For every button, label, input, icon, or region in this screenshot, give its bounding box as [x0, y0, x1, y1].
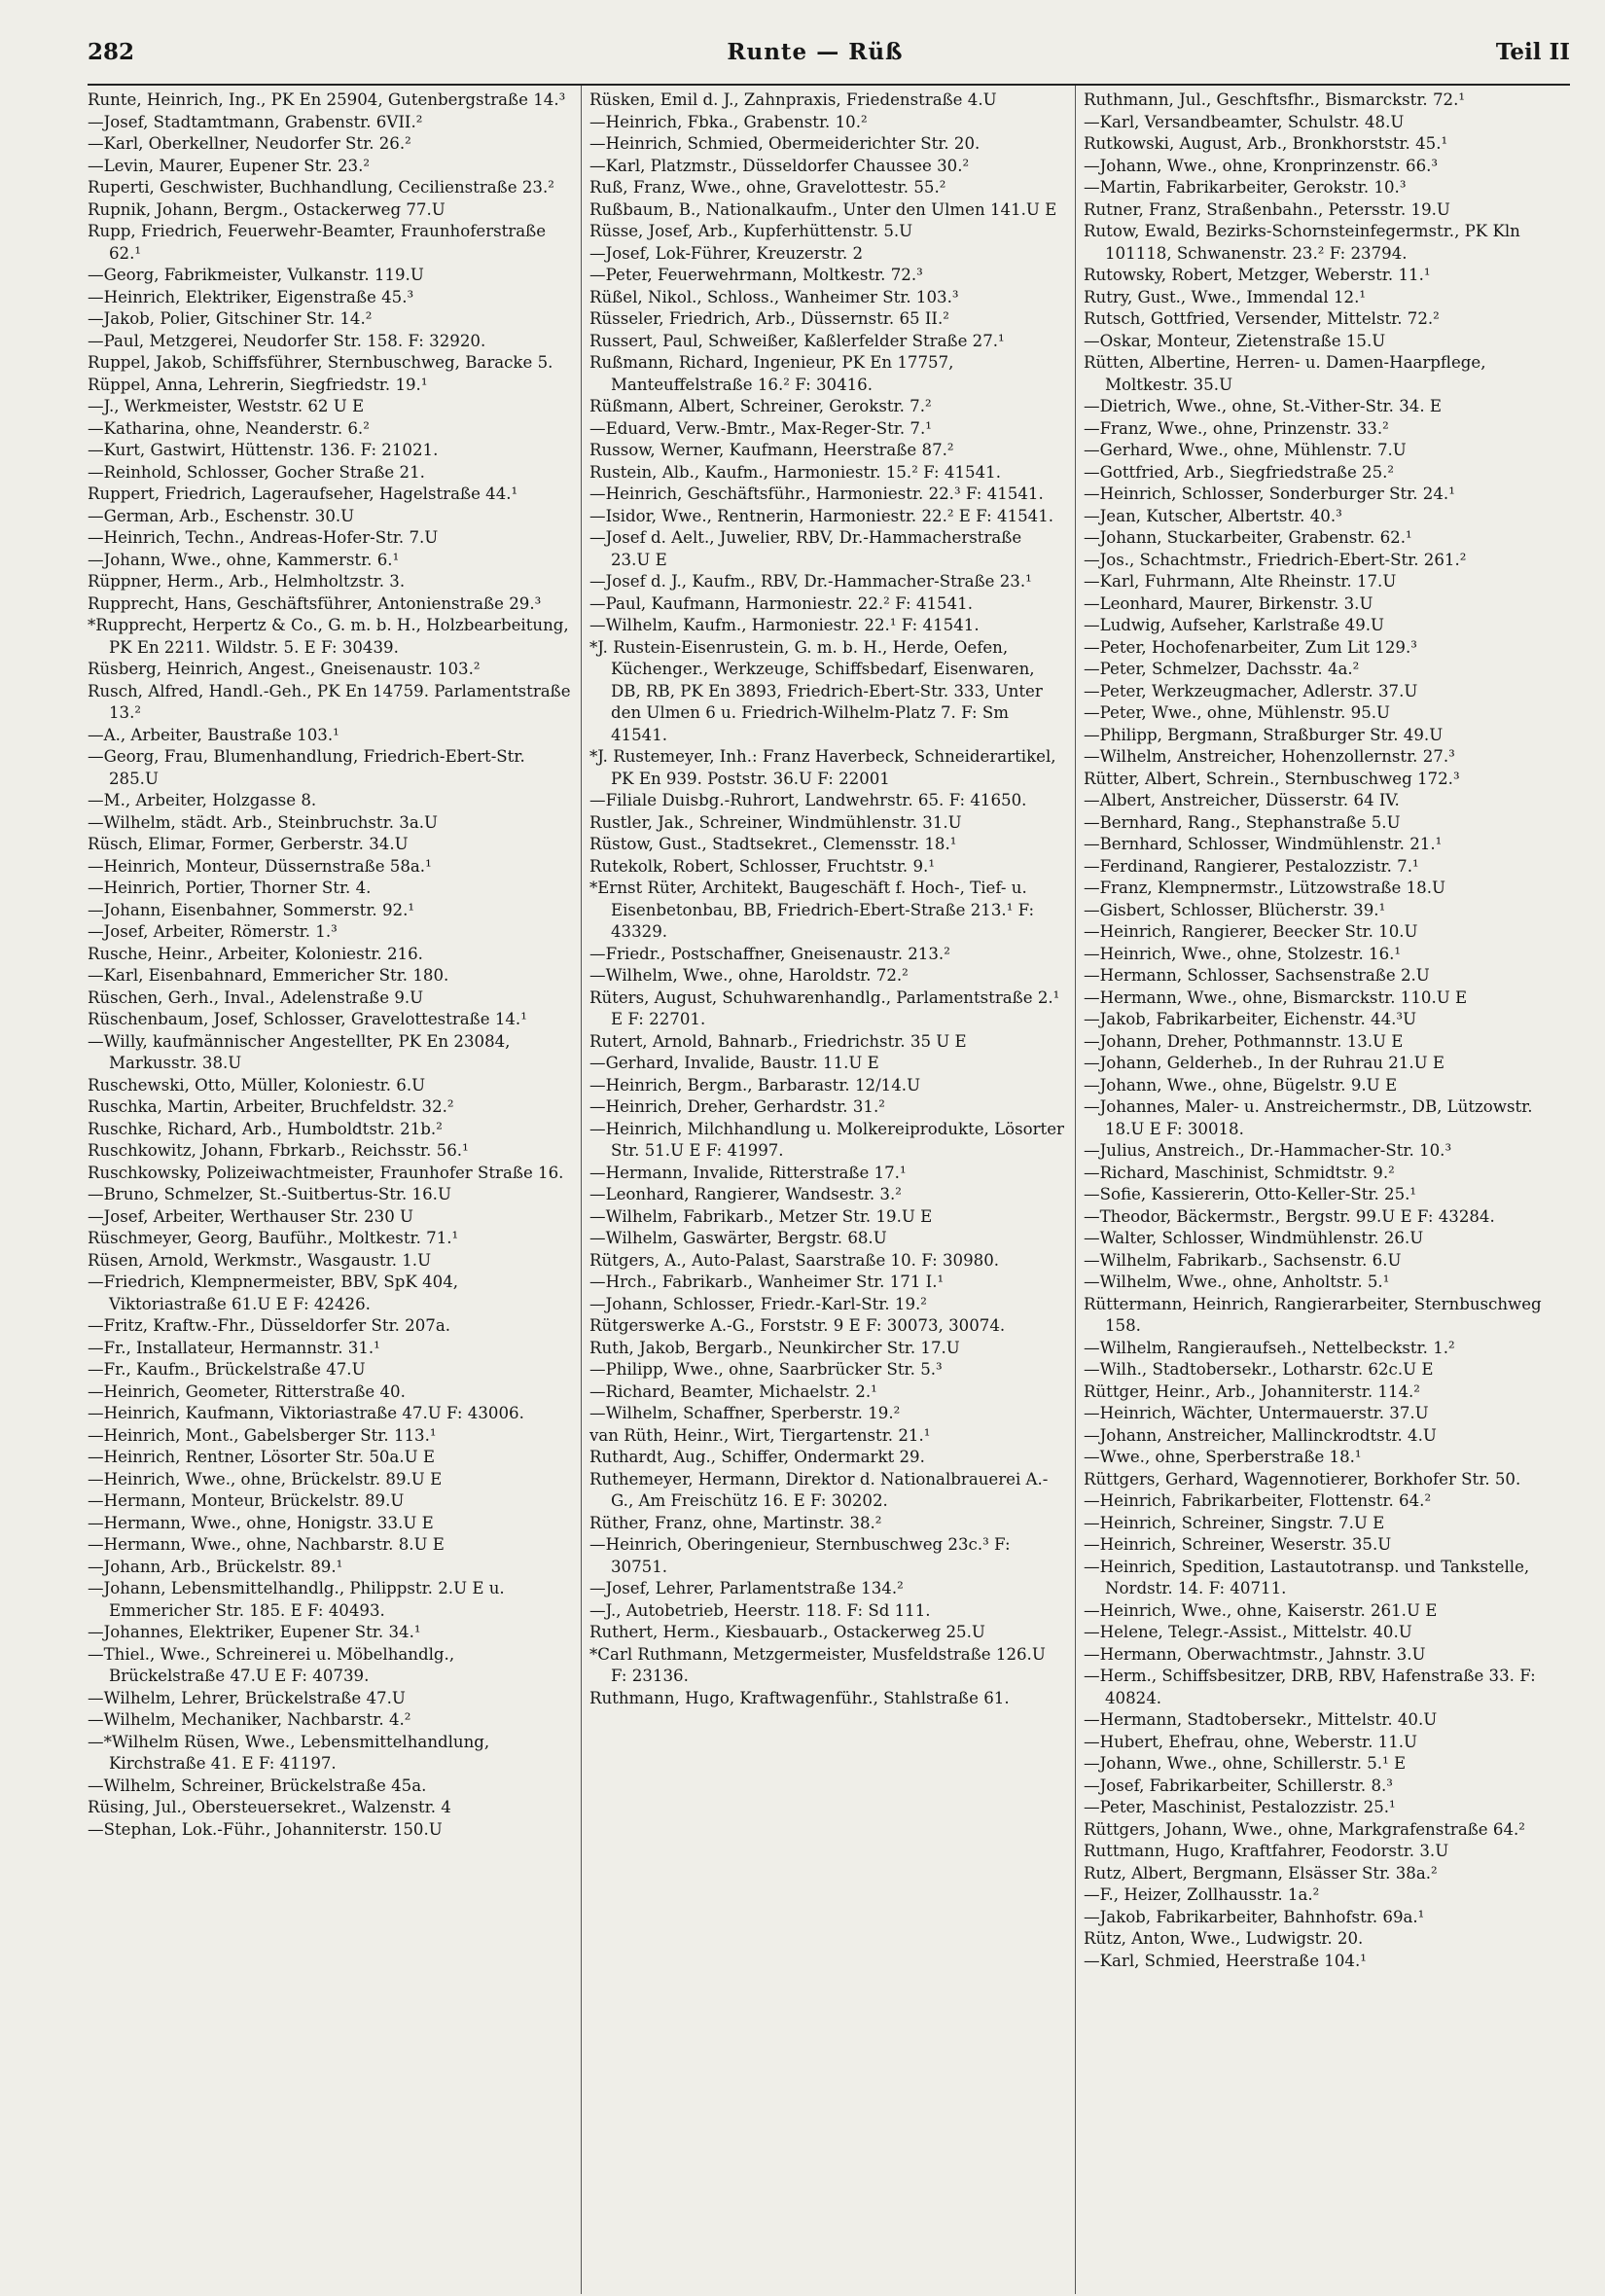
directory-entry: Ruthmann, Jul., Geschftsfhr., Bismarckstr. 72.¹ — [1084, 90, 1466, 109]
directory-entry: —Bruno, Schmelzer, St.-Suitbertus-Str. 16.U — [88, 1185, 451, 1203]
directory-entry: —Heinrich, Techn., Andreas-Hofer-Str. 7.U — [88, 528, 439, 547]
directory-entry: —Karl, Eisenbahnard, Emmericher Str. 180. — [88, 966, 449, 985]
directory-entry: —Wwe., ohne, Sperberstraße 18.¹ — [1084, 1448, 1362, 1466]
directory-entry: —Eduard, Verw.-Bmtr., Max-Reger-Str. 7.¹ — [589, 418, 932, 438]
directory-entry: —German, Arb., Eschenstr. 30.U — [88, 506, 355, 525]
directory-entry: —Josef, Arbeiter, Werthauser Str. 230 U — [88, 1206, 414, 1226]
directory-entry: —Johannes, Elektriker, Eupener Str. 34.¹ — [88, 1623, 421, 1641]
directory-entry: *Ernst Rüter, Architekt, Baugeschäft f. Hoch-, Tief- u. Eisenbetonbau, BB, Friedrich-Ebert-Straße 213.¹ F: 43329. — [589, 879, 1035, 941]
directory-entry: Rutkowski, August, Arb., Bronkhorststr. 45.¹ — [1084, 134, 1448, 153]
directory-entry: —Josef, Lehrer, Parlamentstraße 134.² — [589, 1579, 904, 1597]
directory-entry: —Peter, Maschinist, Pestalozzistr. 25.¹ — [1084, 1798, 1396, 1816]
directory-entry: —Josef d. J., Kaufm., RBV, Dr.-Hammacher-Straße 23.¹ — [589, 572, 1032, 591]
directory-entry: —Heinrich, Dreher, Gerhardstr. 31.² — [589, 1097, 885, 1116]
directory-entry: —Martin, Fabrikarbeiter, Gerokstr. 10.³ — [1084, 178, 1407, 197]
directory-entry: Ruschewski, Otto, Müller, Koloniestr. 6.U — [88, 1075, 426, 1094]
directory-entry: Rüters, August, Schuhwarenhandlg., Parlamentstraße 2.¹ E F: 22701. — [589, 987, 1060, 1028]
directory-entry: Rütter, Albert, Schrein., Sternbuschweg 172.³ — [1084, 769, 1460, 788]
directory-entry: —Gerhard, Invalide, Baustr. 11.U E — [589, 1054, 879, 1072]
directory-entry: —*Wilhelm Rüsen, Wwe., Lebensmittelhandlung, Kirchstraße 41. E F: 41197. — [88, 1732, 490, 1773]
directory-entry: —Peter, Hochofenarbeiter, Zum Lit 129.³ — [1084, 637, 1417, 657]
directory-entry: Rüsse, Josef, Arb., Kupferhüttenstr. 5.U — [589, 222, 913, 240]
directory-entry: —Dietrich, Wwe., ohne, St.-Vither-Str. 34. E — [1084, 397, 1442, 415]
directory-entry: Rüschen, Gerh., Inval., Adelenstraße 9.U — [88, 987, 424, 1007]
directory-entry: —Karl, Oberkellner, Neudorfer Str. 26.² — [88, 134, 411, 153]
directory-entry: —Wilhelm, Mechaniker, Nachbarstr. 4.² — [88, 1710, 411, 1729]
directory-entry: Rupnik, Johann, Bergm., Ostackerweg 77.U — [88, 199, 446, 219]
directory-entry: —Katharina, ohne, Neanderstr. 6.² — [88, 418, 370, 438]
directory-entry: —Fr., Kaufm., Brückelstraße 47.U — [88, 1360, 366, 1379]
column-3 — [1076, 86, 1570, 2294]
directory-entry: Ruth, Jakob, Bergarb., Neunkircher Str. 17.U — [589, 1338, 960, 1357]
directory-entry: Ruttmann, Hugo, Kraftfahrer, Feodorstr. 3.U — [1084, 1842, 1449, 1860]
directory-entry: —Richard, Beamter, Michaelstr. 2.¹ — [589, 1381, 877, 1401]
directory-entry: Rutsch, Gottfried, Versender, Mittelstr. 72.² — [1084, 309, 1440, 328]
directory-entry: —Franz, Wwe., ohne, Prinzenstr. 33.² — [1084, 418, 1389, 438]
directory-entry: —Hermann, Wwe., ohne, Bismarckstr. 110.U E — [1084, 987, 1468, 1007]
directory-entry: —Hermann, Schlosser, Sachsenstraße 2.U — [1084, 966, 1430, 985]
directory-entry: Ruschke, Richard, Arb., Humboldtstr. 21b.² — [88, 1119, 443, 1138]
directory-entry: Rutow, Ewald, Bezirks-Schornsteinfegermstr., PK Kln 101118, Schwanenstr. 23.² F: 23794. — [1084, 222, 1520, 263]
directory-entry: Ruppel, Jakob, Schiffsführer, Sternbuschweg, Baracke 5. — [88, 353, 553, 372]
directory-entry: Rustein, Alb., Kaufm., Harmoniestr. 15.² F: 41541. — [589, 462, 1001, 482]
directory-entry: Rüttermann, Heinrich, Rangierarbeiter, Sternbuschweg 158. — [1084, 1294, 1542, 1335]
directory-entry: Rusch, Alfred, Handl.-Geh., PK En 14759. Parlamentstraße 13.² — [88, 681, 571, 722]
directory-entry: —Oskar, Monteur, Zietenstraße 15.U — [1084, 331, 1386, 350]
directory-entry: Rüttgers, Johann, Wwe., ohne, Markgrafenstraße 64.² — [1084, 1819, 1525, 1839]
column-1 — [88, 86, 582, 2294]
directory-entry: Rüßel, Nikol., Schloss., Wanheimer Str. 103.³ — [589, 287, 959, 306]
directory-entry: —Hubert, Ehefrau, ohne, Weberstr. 11.U — [1084, 1732, 1418, 1751]
directory-entry: Ruthert, Herm., Kiesbauarb., Ostackerweg 25.U — [589, 1623, 985, 1641]
directory-entry: —Paul, Metzgerei, Neudorfer Str. 158. F: 32920. — [88, 331, 486, 350]
directory-entry: Russow, Werner, Kaufmann, Heerstraße 87.² — [589, 441, 954, 459]
directory-entry: —Paul, Kaufmann, Harmoniestr. 22.² F: 41541. — [589, 593, 973, 613]
directory-entry: —Peter, Feuerwehrmann, Moltkestr. 72.³ — [589, 266, 923, 284]
directory-entry: —Wilh., Stadtobersekr., Lotharstr. 62c.U E — [1084, 1360, 1434, 1379]
directory-entry: Rupp, Friedrich, Feuerwehr-Beamter, Fraunhoferstraße 62.¹ — [88, 222, 547, 263]
directory-entry: —Karl, Schmied, Heerstraße 104.¹ — [1084, 1951, 1367, 1970]
directory-entry: —Johann, Wwe., ohne, Kronprinzenstr. 66.³ — [1084, 156, 1439, 175]
directory-entry: —Hermann, Monteur, Brückelstr. 89.U — [88, 1491, 405, 1510]
directory-entry: —Jakob, Polier, Gitschiner Str. 14.² — [88, 309, 373, 328]
directory-entry: —Heinrich, Monteur, Düssernstraße 58a.¹ — [88, 856, 432, 876]
directory-entry: —Josef, Stadtamtmann, Grabenstr. 6VII.² — [88, 112, 423, 131]
directory-entry: Rüsing, Jul., Obersteuersekret., Walzenstr. 4 — [88, 1798, 451, 1816]
directory-entry: —Gisbert, Schlosser, Blücherstr. 39.¹ — [1084, 900, 1386, 919]
directory-entry: —Thiel., Wwe., Schreinerei u. Möbelhandlg., Brückelstraße 47.U E F: 40739. — [88, 1644, 455, 1685]
directory-entry: —Gottfried, Arb., Siegfriedstraße 25.² — [1084, 462, 1395, 482]
directory-entry: —Heinrich, Fbka., Grabenstr. 10.² — [589, 112, 868, 131]
directory-entry: —Wilhelm, Wwe., ohne, Anholtstr. 5.¹ — [1084, 1273, 1390, 1291]
directory-entry: —Wilhelm, Schaffner, Sperberstr. 19.² — [589, 1404, 901, 1422]
directory-entry: —J., Autobetrieb, Heerstr. 118. F: Sd 111. — [589, 1600, 931, 1620]
directory-entry: —Philipp, Bergmann, Straßburger Str. 49.U — [1084, 725, 1444, 744]
directory-entry: —F., Heizer, Zollhausstr. 1a.² — [1084, 1885, 1320, 1904]
directory-entry: —Peter, Schmelzer, Dachsstr. 4a.² — [1084, 660, 1360, 678]
directory-entry: Rutekolk, Robert, Schlosser, Fruchtstr. 9.¹ — [589, 856, 935, 876]
directory-entry: —Heinrich, Geometer, Ritterstraße 40. — [88, 1381, 406, 1401]
directory-entry: —Wilhelm, Anstreicher, Hohenzollernstr. 27.³ — [1084, 747, 1455, 766]
directory-entry: —Wilhelm, Schreiner, Brückelstraße 45a. — [88, 1776, 427, 1795]
directory-entry: —J., Werkmeister, Weststr. 62 U E — [88, 397, 365, 415]
directory-entry: —Johann, Eisenbahner, Sommerstr. 92.¹ — [88, 900, 415, 919]
directory-entry: —Hermann, Oberwachtmstr., Jahnstr. 3.U — [1084, 1644, 1426, 1664]
directory-entry: —Johann, Lebensmittelhandlg., Philippstr. 2.U E u. Emmericher Str. 185. E F: 40493. — [88, 1579, 505, 1620]
directory-entry: —Heinrich, Oberingenieur, Sternbuschweg 23c.³ F: 30751. — [589, 1535, 1011, 1576]
directory-entry: Rütgers, A., Auto-Palast, Saarstraße 10. F: 30980. — [589, 1250, 1000, 1270]
directory-entry: —Heinrich, Geschäftsführ., Harmoniestr. 22.³ F: 41541. — [589, 484, 1044, 503]
directory-entry: —Johann, Wwe., ohne, Schillerstr. 5.¹ E — [1084, 1754, 1407, 1773]
directory-entry: Rustler, Jak., Schreiner, Windmühlenstr. 31.U — [589, 812, 962, 832]
directory-entry: —Karl, Platzmstr., Düsseldorfer Chaussee 30.² — [589, 156, 970, 175]
directory-entry: —Wilhelm, Kaufm., Harmoniestr. 22.¹ F: 41541. — [589, 616, 980, 634]
directory-entry: —Josef, Fabrikarbeiter, Schillerstr. 8.³ — [1084, 1776, 1393, 1795]
directory-entry: —Peter, Werkzeugmacher, Adlerstr. 37.U — [1084, 681, 1418, 700]
directory-entry: —Willy, kaufmännischer Angestellter, PK En 23084, Markusstr. 38.U — [88, 1031, 511, 1072]
directory-entry: Ruß, Franz, Wwe., ohne, Gravelottestr. 55.² — [589, 178, 946, 197]
directory-entry: Russert, Paul, Schweißer, Kaßlerfelder Straße 27.¹ — [589, 331, 1005, 350]
directory-entry: Rüßmann, Albert, Schreiner, Gerokstr. 7.² — [589, 397, 932, 415]
directory-entry: —Heinrich, Portier, Thorner Str. 4. — [88, 879, 372, 897]
directory-entry: Rüsberg, Heinrich, Angest., Gneisenaustr. 103.² — [88, 660, 481, 678]
directory-entry: —Helene, Telegr.-Assist., Mittelstr. 40.U — [1084, 1623, 1412, 1641]
directory-entry: —A., Arbeiter, Baustraße 103.¹ — [88, 725, 339, 744]
directory-entry: —Jakob, Fabrikarbeiter, Eichenstr. 44.³U — [1084, 1010, 1417, 1028]
directory-entry: Rüsen, Arnold, Werkmstr., Wasgaustr. 1.U — [88, 1250, 432, 1270]
page-number: 282 — [88, 39, 135, 65]
directory-entry: —Peter, Wwe., ohne, Mühlenstr. 95.U — [1084, 703, 1391, 722]
directory-entry: —Josef, Lok-Führer, Kreuzerstr. 2 — [589, 243, 864, 263]
directory-entry: —Franz, Klempnermstr., Lützowstraße 18.U — [1084, 879, 1445, 897]
directory-entry: —Heinrich, Milchhandlung u. Molkereiprodukte, Lösorter Str. 51.U E F: 41997. — [589, 1119, 1064, 1160]
directory-entry: —Jakob, Fabrikarbeiter, Bahnhofstr. 69a.¹ — [1084, 1907, 1425, 1926]
directory-entry: —Stephan, Lok.-Führ., Johanniterstr. 150.U — [88, 1819, 443, 1839]
directory-entry: —Georg, Fabrikmeister, Vulkanstr. 119.U — [88, 266, 424, 284]
directory-entry: —Fritz, Kraftw.-Fhr., Düsseldorfer Str. 207a. — [88, 1316, 450, 1335]
directory-entry: —Wilhelm, Fabrikarb., Sachsenstr. 6.U — [1084, 1250, 1402, 1270]
directory-entry: —Wilhelm, Lehrer, Brückelstraße 47.U — [88, 1688, 406, 1707]
directory-entry: —Julius, Anstreich., Dr.-Hammacher-Str. 10.³ — [1084, 1141, 1452, 1160]
directory-entry: Rußmann, Richard, Ingenieur, PK En 17757, Manteuffelstraße 16.² F: 30416. — [589, 353, 954, 394]
directory-entry: —Hermann, Wwe., ohne, Nachbarstr. 8.U E — [88, 1535, 445, 1554]
directory-entry: Ruperti, Geschwister, Buchhandlung, Cecilienstraße 23.² — [88, 178, 554, 197]
directory-entry: —Heinrich, Fabrikarbeiter, Flottenstr. 64.² — [1084, 1491, 1432, 1510]
directory-entry: —Ferdinand, Rangierer, Pestalozzistr. 7.¹ — [1084, 856, 1419, 876]
directory-entry: —Bernhard, Rang., Stephanstraße 5.U — [1084, 812, 1401, 832]
directory-entry: Ruschkowsky, Polizeiwachtmeister, Fraunhofer Straße 16. — [88, 1163, 564, 1182]
directory-entry: —Jean, Kutscher, Albertstr. 40.³ — [1084, 506, 1342, 525]
directory-entry: —Heinrich, Rangierer, Beecker Str. 10.U — [1084, 922, 1418, 941]
directory-entry: —Johannes, Maler- u. Anstreichermstr., DB, Lützowstr. 18.U E F: 30018. — [1084, 1097, 1533, 1138]
directory-entry: —Heinrich, Bergm., Barbarastr. 12/14.U — [589, 1075, 921, 1094]
page-title: Runte — Rüß — [727, 39, 904, 65]
page-header — [88, 39, 1570, 86]
directory-entry: —Philipp, Wwe., ohne, Saarbrücker Str. 5.³ — [589, 1360, 943, 1379]
directory-entry: Rusche, Heinr., Arbeiter, Koloniestr. 216. — [88, 944, 423, 963]
directory-entry: —Walter, Schlosser, Windmühlenstr. 26.U — [1084, 1229, 1424, 1247]
directory-entry: —Heinrich, Wwe., ohne, Kaiserstr. 261.U E — [1084, 1600, 1438, 1620]
directory-entry: —Leonhard, Rangierer, Wandsestr. 3.² — [589, 1185, 902, 1203]
directory-entry: —Georg, Frau, Blumenhandlung, Friedrich-Ebert-Str. 285.U — [88, 747, 525, 788]
directory-entry: Rüschenbaum, Josef, Schlosser, Gravelottestraße 14.¹ — [88, 1010, 527, 1028]
directory-entry: —Wilhelm, Gaswärter, Bergstr. 68.U — [589, 1229, 887, 1247]
directory-entry: —Karl, Fuhrmann, Alte Rheinstr. 17.U — [1084, 572, 1397, 591]
column-2 — [582, 86, 1076, 2294]
directory-entry: —Hermann, Invalide, Ritterstraße 17.¹ — [589, 1163, 907, 1182]
directory-entry: —Johann, Gelderheb., In der Ruhrau 21.U E — [1084, 1054, 1445, 1072]
directory-entry: —Johann, Wwe., ohne, Kammerstr. 6.¹ — [88, 550, 400, 569]
directory-entry: —Ludwig, Aufseher, Karlstraße 49.U — [1084, 616, 1385, 634]
directory-entry: —Josef d. Aelt., Juwelier, RBV, Dr.-Hammacherstraße 23.U E — [589, 528, 1022, 569]
directory-entry: —Friedrich, Klempnermeister, BBV, SpK 404, Viktoriastraße 61.U E F: 42426. — [88, 1273, 459, 1313]
directory-entry: —Jos., Schachtmstr., Friedrich-Ebert-Str. 261.² — [1084, 550, 1467, 569]
directory-entry: Rüttgers, Gerhard, Wagennotierer, Borkhofer Str. 50. — [1084, 1469, 1521, 1489]
directory-entry: —Johann, Anstreicher, Mallinckrodtstr. 4.U — [1084, 1425, 1437, 1445]
directory-entry: *Rupprecht, Herpertz & Co., G. m. b. H., Holzbearbeitung, PK En 2211. Wildstr. 5. E F: 30439. — [88, 616, 569, 657]
directory-entry: Rutry, Gust., Wwe., Immendal 12.¹ — [1084, 287, 1367, 306]
directory-entry: —Johann, Arb., Brückelstr. 89.¹ — [88, 1557, 343, 1576]
directory-entry: Ruthemeyer, Hermann, Direktor d. Nationalbrauerei A.-G., Am Freischütz 16. E F: 30202. — [589, 1469, 1049, 1510]
directory-entry: —Theodor, Bäckermstr., Bergstr. 99.U E F: 43284. — [1084, 1206, 1495, 1226]
directory-entry: —Josef, Arbeiter, Römerstr. 1.³ — [88, 922, 338, 941]
directory-entry: —Filiale Duisbg.-Ruhrort, Landwehrstr. 65. F: 41650. — [589, 791, 1027, 809]
directory-entry: —Heinrich, Wächter, Untermauerstr. 37.U — [1084, 1404, 1429, 1422]
directory-entry: —Sofie, Kassiererin, Otto-Keller-Str. 25.¹ — [1084, 1185, 1417, 1203]
directory-entry: —Hrch., Fabrikarb., Wanheimer Str. 171 I.¹ — [589, 1273, 945, 1291]
directory-entry: —M., Arbeiter, Holzgasse 8. — [88, 791, 317, 809]
directory-entry: Rupprecht, Hans, Geschäftsführer, Antonienstraße 29.³ — [88, 593, 542, 613]
page-part: Teil II — [1495, 39, 1570, 65]
directory-entry: —Wilhelm, Rangieraufseh., Nettelbeckstr. 1.² — [1084, 1338, 1455, 1357]
directory-entry: Runte, Heinrich, Ing., PK En 25904, Gutenbergstraße 14.³ — [88, 90, 566, 109]
directory-entry: Rütgerswerke A.-G., Forststr. 9 E F: 30073, 30074. — [589, 1316, 1006, 1335]
directory-entry: Rutz, Albert, Bergmann, Elsässer Str. 38a.² — [1084, 1863, 1438, 1883]
directory-entry: —Heinrich, Spedition, Lastautotransp. und Tankstelle, Nordstr. 14. F: 40711. — [1084, 1557, 1530, 1597]
directory-entry: —Hermann, Stadtobersekr., Mittelstr. 40.U — [1084, 1710, 1438, 1729]
directory-entry: Ruppert, Friedrich, Lageraufseher, Hagelstraße 44.¹ — [88, 484, 518, 503]
directory-entry: —Heinrich, Schreiner, Singstr. 7.U E — [1084, 1513, 1385, 1532]
directory-entry: van Rüth, Heinr., Wirt, Tiergartenstr. 21.¹ — [589, 1425, 931, 1445]
directory-entry: —Bernhard, Schlosser, Windmühlenstr. 21.¹ — [1084, 835, 1443, 853]
directory-entry: —Heinrich, Rentner, Lösorter Str. 50a.U E — [88, 1448, 435, 1466]
directory-entry: —Gerhard, Wwe., ohne, Mühlenstr. 7.U — [1084, 441, 1407, 459]
directory-entry: Rüsch, Elimar, Former, Gerberstr. 34.U — [88, 835, 409, 853]
directory-entry: Rüstow, Gust., Stadtsekret., Clemensstr. 18.¹ — [589, 835, 957, 853]
directory-entry: Rütz, Anton, Wwe., Ludwigstr. 20. — [1084, 1929, 1364, 1948]
directory-entry: —Isidor, Wwe., Rentnerin, Harmoniestr. 22.² E F: 41541. — [589, 506, 1054, 525]
directory-entry: —Heinrich, Schmied, Obermeiderichter Str. 20. — [589, 134, 981, 153]
directory-entry: —Johann, Schlosser, Friedr.-Karl-Str. 19.² — [589, 1294, 927, 1313]
directory-entry: —Hermann, Wwe., ohne, Honigstr. 33.U E — [88, 1513, 434, 1532]
directory-entry: Rüschmeyer, Georg, Bauführ., Moltkestr. 71.¹ — [88, 1229, 459, 1247]
directory-entry: —Richard, Maschinist, Schmidtstr. 9.² — [1084, 1163, 1395, 1182]
directory-entry: Rüppel, Anna, Lehrerin, Siegfriedstr. 19.¹ — [88, 375, 428, 394]
directory-entry: —Wilhelm, städt. Arb., Steinbruchstr. 3a.U — [88, 812, 438, 832]
directory-entry: —Levin, Maurer, Eupener Str. 23.² — [88, 156, 371, 175]
directory-entry: Ruschkowitz, Johann, Fbrkarb., Reichsstr. 56.¹ — [88, 1141, 469, 1160]
directory-entry: Rüttger, Heinr., Arb., Johanniterstr. 114.² — [1084, 1381, 1420, 1401]
directory-entry: Rütten, Albertine, Herren- u. Damen-Haarpflege, Moltkestr. 35.U — [1084, 353, 1486, 394]
directory-entry: —Friedr., Postschaffner, Gneisenaustr. 213.² — [589, 944, 950, 963]
directory-entry: —Fr., Installateur, Hermannstr. 31.¹ — [88, 1338, 380, 1357]
directory-entry: —Reinhold, Schlosser, Gocher Straße 21. — [88, 462, 425, 482]
directory-entry: Rutowsky, Robert, Metzger, Weberstr. 11.¹ — [1084, 266, 1431, 284]
directory-entry: Ruschka, Martin, Arbeiter, Bruchfeldstr. 32.² — [88, 1097, 454, 1116]
directory-entry: Rüsken, Emil d. J., Zahnpraxis, Friedenstraße 4.U — [589, 90, 997, 109]
directory-entry: —Kurt, Gastwirt, Hüttenstr. 136. F: 21021. — [88, 441, 439, 459]
directory-entry: —Heinrich, Mont., Gabelsberger Str. 113.¹ — [88, 1425, 437, 1445]
directory-entry: *J. Rustein-Eisenrustein, G. m. b. H., Herde, Oefen, Küchenger., Werkzeuge, Schiffsbedarf, Eisenwaren, DB, RB, PK En 3893, Friedrich-Ebert-Str. 333, Unter den Ulmen 6 u. Friedrich-Wilhelm-Platz 7. F: Sm 41541. — [589, 637, 1043, 744]
directory-entry: Rüther, Franz, ohne, Martinstr. 38.² — [589, 1513, 882, 1532]
directory-entry: Rüsseler, Friedrich, Arb., Düssernstr. 65 II.² — [589, 309, 949, 328]
directory-entry: —Wilhelm, Fabrikarb., Metzer Str. 19.U E — [589, 1206, 933, 1226]
directory-entry: —Heinrich, Wwe., ohne, Brückelstr. 89.U E — [88, 1469, 443, 1489]
directory-entry: —Heinrich, Elektriker, Eigenstraße 45.³ — [88, 287, 414, 306]
directory-entry: —Heinrich, Wwe., ohne, Stolzestr. 16.¹ — [1084, 944, 1402, 963]
directory-entry: Rüppner, Herm., Arb., Helmholtzstr. 3. — [88, 572, 406, 591]
directory-entry: Rutert, Arnold, Bahnarb., Friedrichstr. 35 U E — [589, 1031, 967, 1051]
directory-entry: —Heinrich, Kaufmann, Viktoriastraße 47.U F: 43006. — [88, 1404, 524, 1422]
directory-entry: —Johann, Dreher, Pothmannstr. 13.U E — [1084, 1031, 1404, 1051]
directory-entry: —Heinrich, Schreiner, Weserstr. 35.U — [1084, 1535, 1392, 1554]
directory-entry: —Leonhard, Maurer, Birkenstr. 3.U — [1084, 593, 1373, 613]
directory-entry: *Carl Ruthmann, Metzgermeister, Musfeldstraße 126.U F: 23136. — [589, 1644, 1046, 1685]
directory-entry: Ruthmann, Hugo, Kraftwagenführ., Stahlstraße 61. — [589, 1688, 1010, 1707]
directory-entry: —Karl, Versandbeamter, Schulstr. 48.U — [1084, 112, 1405, 131]
directory-entry: Rutner, Franz, Straßenbahn., Petersstr. 19.U — [1084, 199, 1450, 219]
directory-entry: —Albert, Anstreicher, Düsserstr. 64 IV. — [1084, 791, 1400, 809]
directory-entry: —Herm., Schiffsbesitzer, DRB, RBV, Hafenstraße 33. F: 40824. — [1084, 1667, 1536, 1707]
directory-entry: —Wilhelm, Wwe., ohne, Haroldstr. 72.² — [589, 966, 909, 985]
directory-columns — [88, 86, 1570, 2294]
directory-entry: Ruthardt, Aug., Schiffer, Ondermarkt 29. — [589, 1448, 925, 1466]
directory-entry: Rußbaum, B., Nationalkaufm., Unter den Ulmen 141.U E — [589, 199, 1057, 219]
directory-entry: *J. Rustemeyer, Inh.: Franz Haverbeck, Schneiderartikel, PK En 939. Poststr. 36.U F: 22001 — [589, 747, 1056, 788]
directory-entry: —Johann, Wwe., ohne, Bügelstr. 9.U E — [1084, 1075, 1398, 1094]
directory-entry: —Heinrich, Schlosser, Sonderburger Str. 24.¹ — [1084, 484, 1455, 503]
directory-entry: —Johann, Stuckarbeiter, Grabenstr. 62.¹ — [1084, 528, 1412, 547]
